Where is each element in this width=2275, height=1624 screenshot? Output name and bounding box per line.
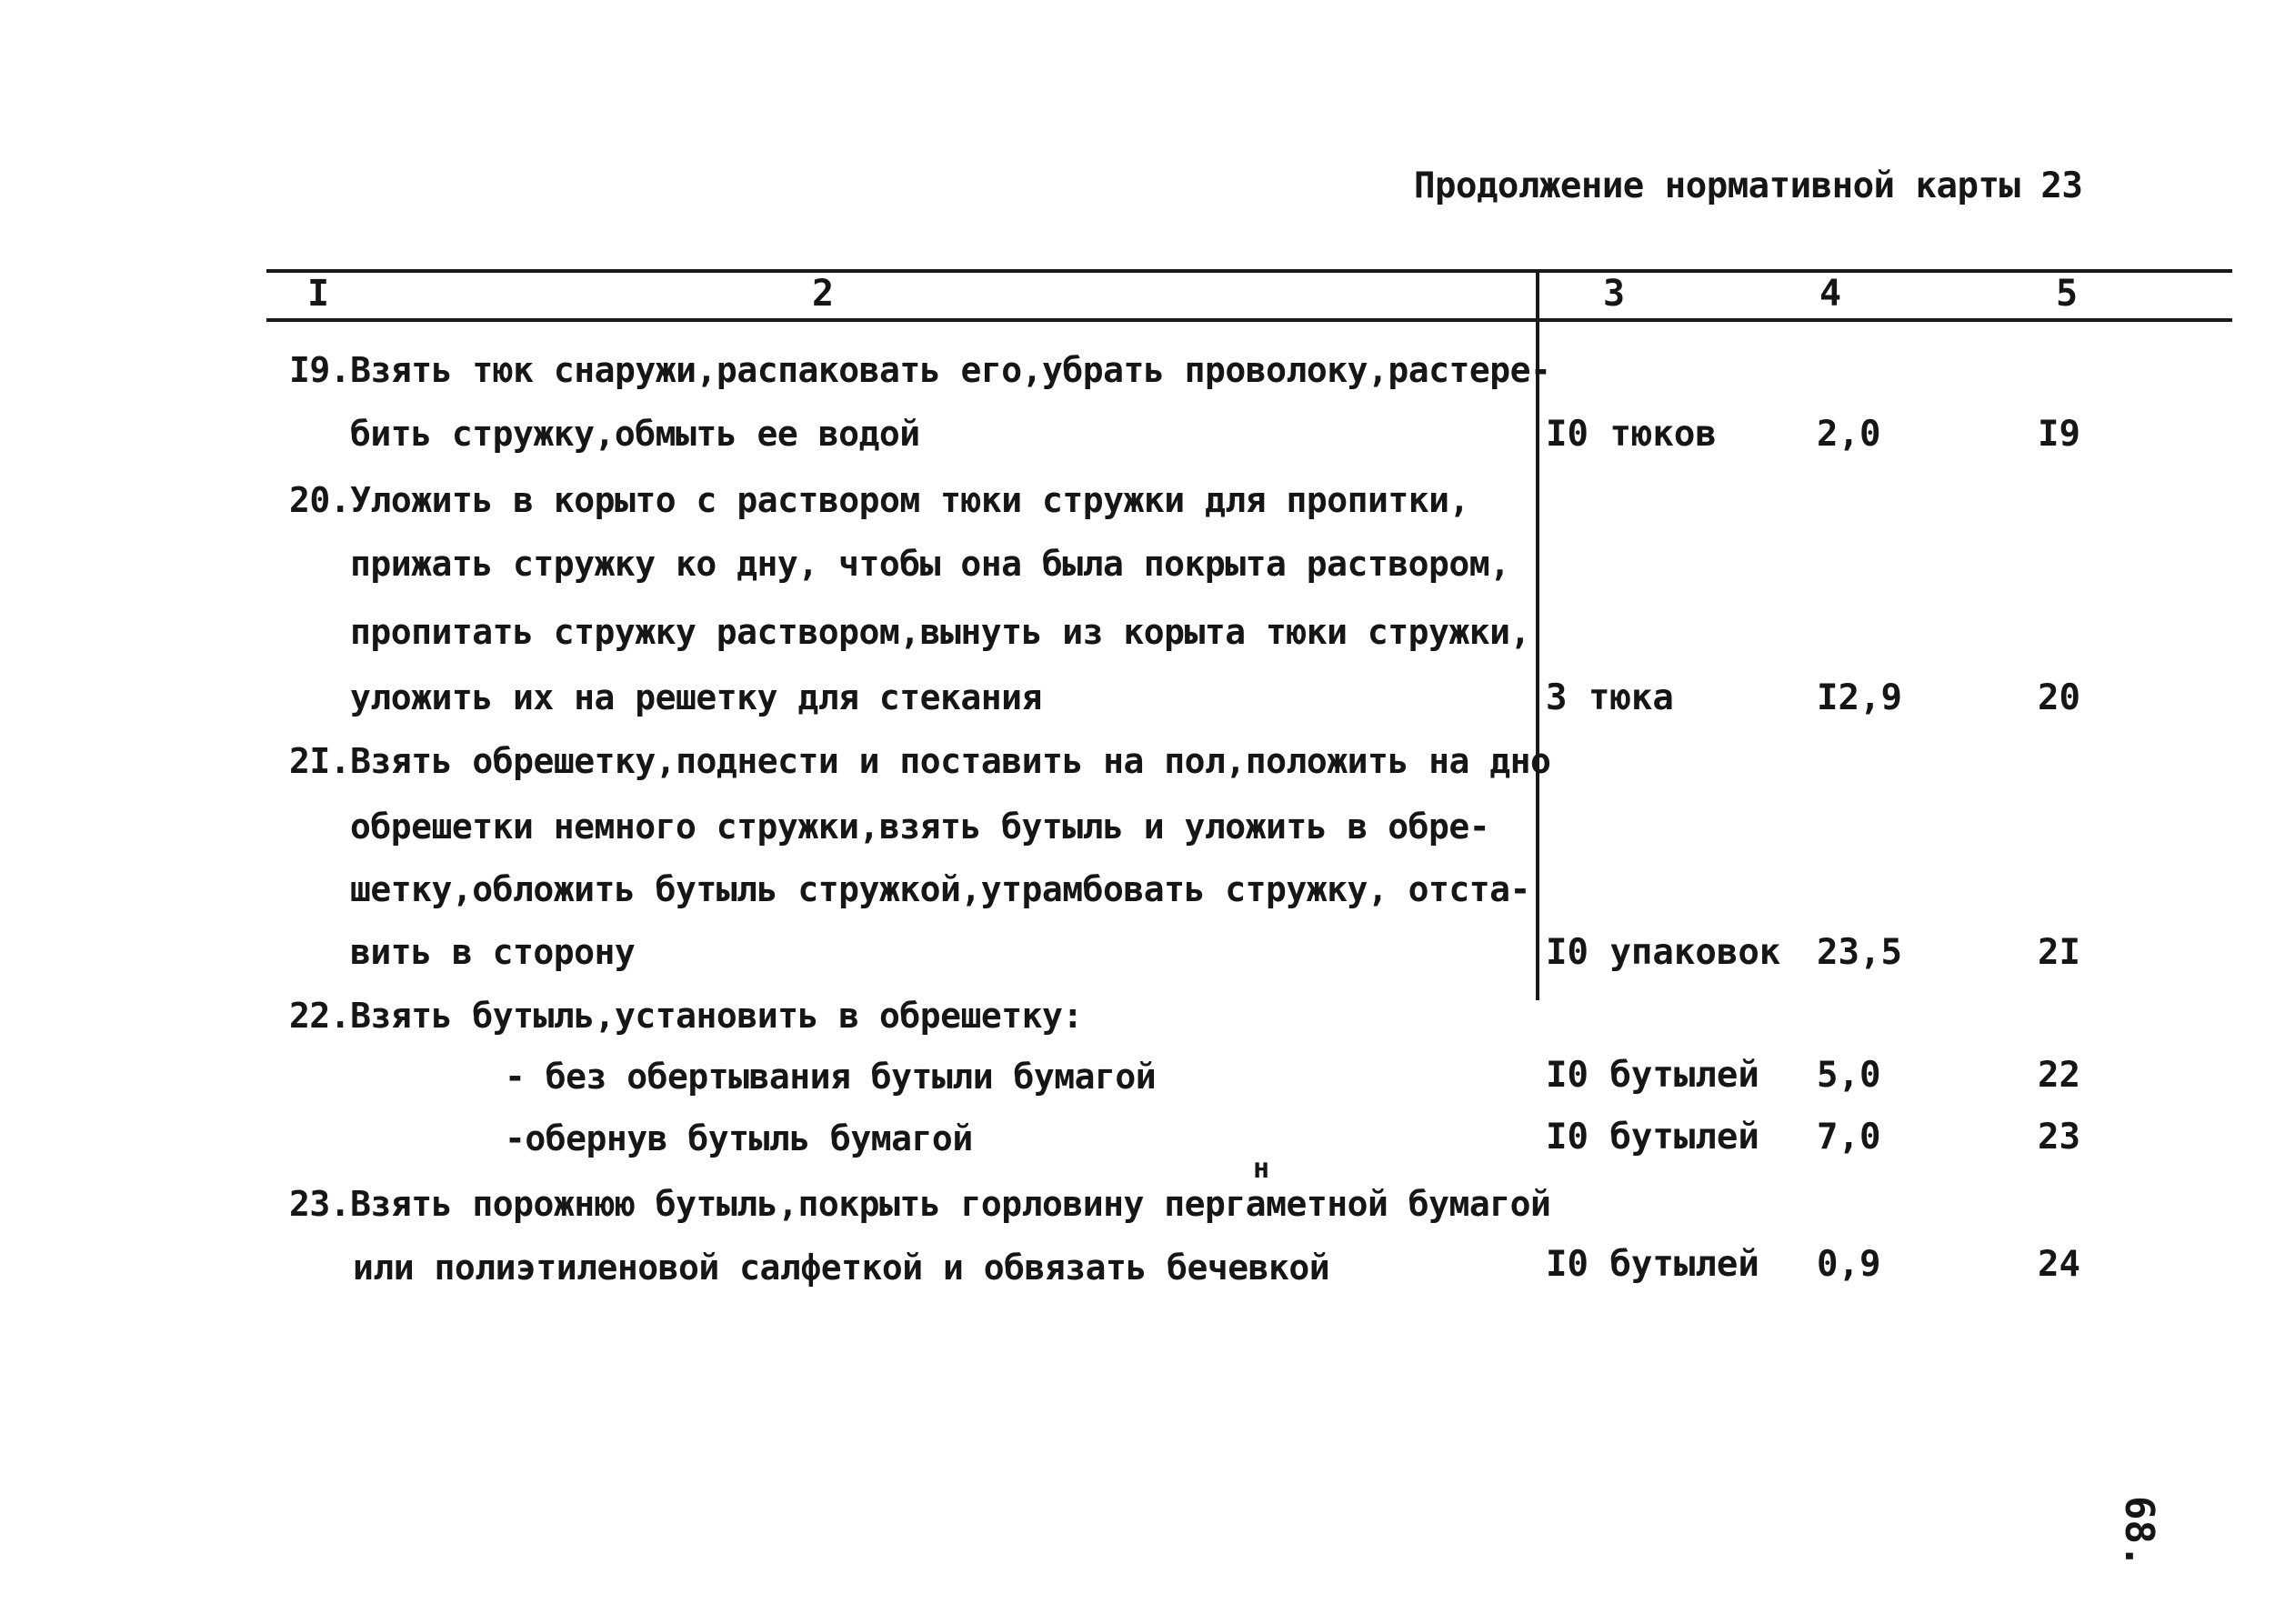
column-header-2: 2 [811, 273, 835, 315]
column-header-3: 3 [1602, 273, 1626, 315]
row-20-text-line-4: уложить их на решетку для стекания [350, 677, 1042, 717]
continuation-title: Продолжение нормативной карты 23 [1414, 165, 2083, 206]
row-21-text-line-2: обрешетки немного стружки,взять бутыль и уложить в обре- [350, 807, 1490, 847]
row-22b-value: 7,0 [1817, 1117, 1881, 1158]
row-21-number: 2I [2038, 932, 2080, 973]
row-22a-value: 5,0 [1817, 1055, 1881, 1096]
row-22a-unit: I0 бутылей [1546, 1055, 1759, 1096]
row-19-number: I9 [2038, 414, 2080, 455]
row-20-text-line-2: прижать стружку ко дну, чтобы она была покрыта раствором, [350, 544, 1510, 584]
row-20-number: 20 [2038, 677, 2080, 718]
column-header-1: I [306, 273, 330, 315]
row-23-number: 24 [2038, 1244, 2080, 1285]
row-20-text-line-3: пропитать стружку раствором,вынуть из корыта тюки стружки, [350, 612, 1530, 652]
row-22b-text: -обернув бутыль бумагой [505, 1118, 973, 1158]
row-22a-text: - без обертывания бутыли бумагой [505, 1057, 1157, 1097]
row-21-text-line-4: вить в сторону [350, 932, 636, 972]
row-20-unit: 3 тюка [1546, 677, 1674, 718]
row-22-text-line-1: 22.Взять бутыль,установить в обрешетку: [289, 996, 1083, 1036]
row-23-text-line-1: 23.Взять порожнюю бутыль,покрыть горловину пергаметной бумагой [289, 1184, 1551, 1224]
row-23-correction-mark: н [1253, 1153, 1269, 1185]
row-21-text-line-1: 2I.Взять обрешетку,поднести и поставить на пол,положить на дно [289, 741, 1551, 781]
row-23-value: 0,9 [1817, 1244, 1881, 1285]
column-header-5: 5 [2055, 273, 2079, 315]
table-top-rule [266, 269, 2232, 273]
row-20-value: I2,9 [1817, 677, 1902, 718]
row-23-text-line-2: или полиэтиленовой салфеткой и обвязать бечевкой [353, 1248, 1330, 1288]
row-22a-number: 22 [2038, 1055, 2080, 1096]
row-22b-number: 23 [2038, 1117, 2080, 1158]
row-19-text-line-2: бить стружку,обмыть ее водой [350, 414, 920, 454]
column-header-4: 4 [1819, 273, 1842, 315]
page-number: 68. [2116, 1496, 2162, 1569]
row-21-text-line-3: шетку,обложить бутыль стружкой,утрамбовать стружку, отста- [350, 869, 1530, 909]
table-header-rule [266, 318, 2232, 322]
row-23-unit: I0 бутылей [1546, 1244, 1759, 1285]
row-20-text-line-1: 20.Уложить в корыто с раствором тюки стружки для пропитки, [289, 480, 1469, 520]
row-22b-unit: I0 бутылей [1546, 1117, 1759, 1158]
row-19-unit: I0 тюков [1546, 414, 1717, 455]
row-21-unit: I0 упаковок [1546, 932, 1781, 973]
row-19-text-line-1: I9.Взять тюк снаружи,распаковать его,убрать проволоку,растере- [289, 350, 1551, 390]
row-19-value: 2,0 [1817, 414, 1881, 455]
row-21-value: 23,5 [1817, 932, 1902, 973]
